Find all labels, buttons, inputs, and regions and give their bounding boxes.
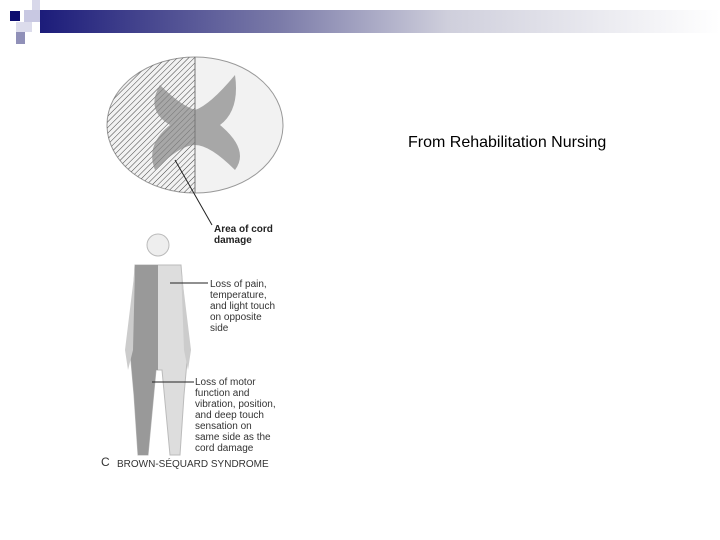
label-line: function and — [195, 388, 250, 399]
label-area-of-cord-damage: Area of cord damage — [214, 224, 273, 246]
label-loss-of-motor — [195, 377, 276, 454]
label-line: same side as the — [195, 432, 271, 443]
figure-caption: BROWN-SÉQUARD SYNDROME — [117, 459, 269, 470]
decor-square — [16, 32, 25, 44]
label-line: temperature, — [210, 290, 267, 301]
label-line: cord damage — [195, 443, 254, 454]
spinal-cord-cross-section — [107, 57, 283, 193]
caption-letter: C — [101, 455, 110, 469]
label-line: side — [210, 323, 229, 334]
label-line: vibration, position, — [195, 399, 276, 410]
title-gradient-bar — [40, 10, 720, 33]
decor-square — [32, 0, 40, 10]
decor-square — [24, 10, 40, 22]
label-line: and light touch — [210, 301, 276, 312]
label-line: and deep touch — [195, 410, 264, 421]
label-line: Loss of motor — [195, 377, 256, 388]
decor-square — [10, 11, 20, 21]
body-figure — [125, 234, 191, 455]
decor-square — [16, 22, 32, 32]
label-loss-of-pain — [210, 279, 275, 334]
label-line: on opposite — [210, 312, 262, 323]
label-line: Loss of pain, — [210, 279, 267, 290]
label-line: sensation on — [195, 421, 252, 432]
source-credit: From Rehabilitation Nursing — [408, 134, 607, 151]
